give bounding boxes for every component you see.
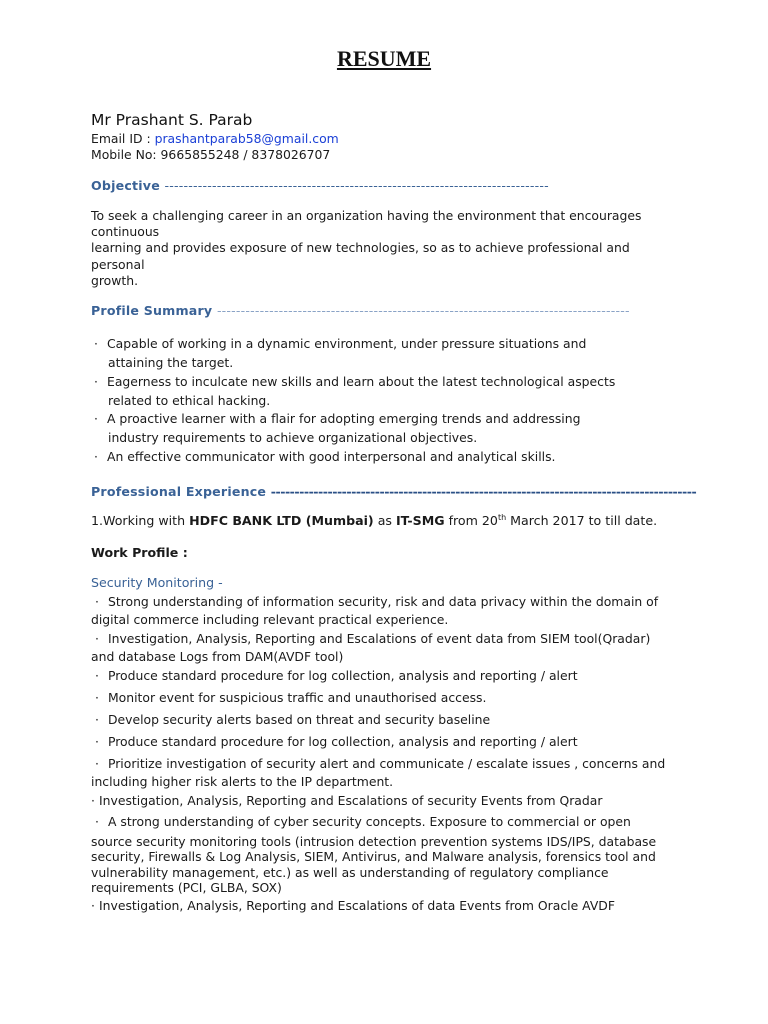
- duty-text: A strong understanding of cyber security concepts. Exposure to commercial or open: [107, 814, 631, 829]
- duty-text: Produce standard procedure for log collection, analysis and reporting / alert: [107, 734, 578, 749]
- duty-continuation: digital commerce including relevant practical experience.: [91, 612, 449, 628]
- objective-line: growth.: [91, 272, 139, 288]
- bullet-icon: ·: [94, 756, 99, 771]
- bullet-icon: ·: [94, 411, 98, 426]
- duty-continuation: requirements (PCI, GLBA, SOX): [91, 880, 282, 896]
- mobile-line: Mobile No: 9665855248 / 8378026707: [91, 147, 331, 162]
- email-link[interactable]: prashantparab58@gmail.com: [154, 131, 339, 146]
- duty-continuation: source security monitoring tools (intrusion detection prevention systems IDS/IPS, database: [91, 834, 657, 849]
- date-suffix: th: [497, 513, 507, 522]
- summary-item: [94, 448, 556, 467]
- summary-item: [94, 335, 586, 372]
- company-name: HDFC BANK LTD (Mumbai): [189, 513, 374, 528]
- summary-item-continuation: attaining the target.: [108, 354, 234, 370]
- duty-item: [91, 711, 490, 729]
- bullet-icon: ·: [94, 631, 99, 646]
- bullet-icon: ·: [94, 594, 99, 609]
- bullet-icon: ·: [94, 690, 99, 705]
- experience-date-rest: March 2017 to till date.: [506, 513, 658, 528]
- summary-item-continuation: related to ethical hacking.: [108, 392, 271, 408]
- objective-line: learning and provides exposure of new technologies, so as to achieve professional and: [91, 240, 630, 256]
- experience-from: from 20: [444, 513, 498, 528]
- summary-item-text: Eagerness to inculcate new skills and learn about the latest technological aspects: [107, 374, 616, 389]
- duty-item: [91, 755, 665, 792]
- profile-summary-divider: ---------------------------------------------------------------------------------------: [216, 303, 630, 318]
- summary-item-text: A proactive learner with a flair for adopting emerging trends and addressing: [107, 411, 581, 426]
- objective-line: personal: [91, 256, 145, 272]
- bullet-icon: ·: [94, 449, 98, 464]
- duty-text: Strong understanding of information security, risk and data privacy within the domain of: [107, 594, 659, 609]
- bullet-icon: ·: [91, 793, 95, 808]
- duty-item: [91, 667, 578, 685]
- email-line: [91, 131, 339, 146]
- professional-experience-heading: [91, 484, 696, 499]
- bullet-icon: ·: [94, 374, 98, 389]
- duty-item: [91, 593, 658, 630]
- experience-as: as: [373, 513, 396, 528]
- duty-text: Prioritize investigation of security alert and communicate / escalate issues , concerns and: [107, 756, 666, 771]
- duty-continuation-block: [91, 834, 656, 896]
- duty-continuation: including higher risk alerts to the IP department.: [91, 774, 394, 790]
- objective-text: [91, 208, 691, 289]
- objective-line: continuous: [91, 224, 160, 240]
- resume-title: RESUME: [336, 46, 432, 71]
- profile-summary-heading: [91, 303, 630, 318]
- professional-experience-divider: ------------------------------------------------------------------------------------------: [270, 484, 697, 499]
- bullet-icon: ·: [94, 336, 98, 351]
- duty-continuation: vulnerability management, etc.) as well as understanding of regulatory compliance: [91, 864, 609, 880]
- duty-continuation: security, Firewalls & Log Analysis, SIEM, Antivirus, and Malware analysis, forensics tool and: [91, 849, 656, 865]
- bullet-icon: ·: [94, 712, 99, 727]
- duty-text: Monitor event for suspicious traffic and unauthorised access.: [107, 690, 487, 705]
- duty-item: [91, 792, 602, 810]
- job-role: IT-SMG: [396, 513, 445, 528]
- duty-text: Investigation, Analysis, Reporting and Escalations of data Events from Oracle AVDF: [99, 898, 615, 913]
- work-profile-heading: Work Profile :: [91, 545, 188, 560]
- duty-item: [91, 689, 486, 707]
- bullet-icon: ·: [91, 898, 95, 913]
- candidate-name: Mr Prashant S. Parab: [91, 111, 253, 129]
- duty-item: [91, 897, 615, 915]
- duty-text: Investigation, Analysis, Reporting and Escalations of event data from SIEM tool(Qradar): [107, 631, 651, 646]
- duty-continuation: and database Logs from DAM(AVDF tool): [91, 649, 344, 665]
- experience-prefix: 1.Working with: [91, 513, 190, 528]
- summary-item: [94, 410, 580, 447]
- objective-line: To seek a challenging career in an organization having the environment that encourages: [91, 208, 642, 223]
- objective-heading-text: Objective: [91, 178, 160, 193]
- duty-item: [91, 630, 650, 667]
- duty-text: Investigation, Analysis, Reporting and Escalations of security Events from Qradar: [99, 793, 603, 808]
- profile-summary-heading-text: Profile Summary: [91, 303, 213, 318]
- bullet-icon: ·: [94, 814, 99, 829]
- duty-text: Develop security alerts based on threat and security baseline: [107, 712, 491, 727]
- summary-item-continuation: industry requirements to achieve organizational objectives.: [108, 429, 478, 445]
- bullet-icon: ·: [94, 734, 99, 749]
- summary-item-text: Capable of working in a dynamic environment, under pressure situations and: [107, 336, 587, 351]
- objective-heading: [91, 178, 549, 193]
- objective-divider: ---------------------------------------------------------------------------------: [164, 178, 549, 193]
- experience-entry: [91, 513, 657, 528]
- summary-item-text: An effective communicator with good interpersonal and analytical skills.: [107, 449, 556, 464]
- summary-item: [94, 373, 615, 410]
- email-label: Email ID :: [91, 131, 155, 146]
- duty-item: [91, 813, 631, 831]
- bullet-icon: ·: [94, 668, 99, 683]
- duty-item: [91, 733, 578, 751]
- security-monitoring-heading: Security Monitoring -: [91, 575, 223, 590]
- professional-experience-heading-text: Professional Experience: [91, 484, 267, 499]
- duty-text: Produce standard procedure for log collection, analysis and reporting / alert: [107, 668, 578, 683]
